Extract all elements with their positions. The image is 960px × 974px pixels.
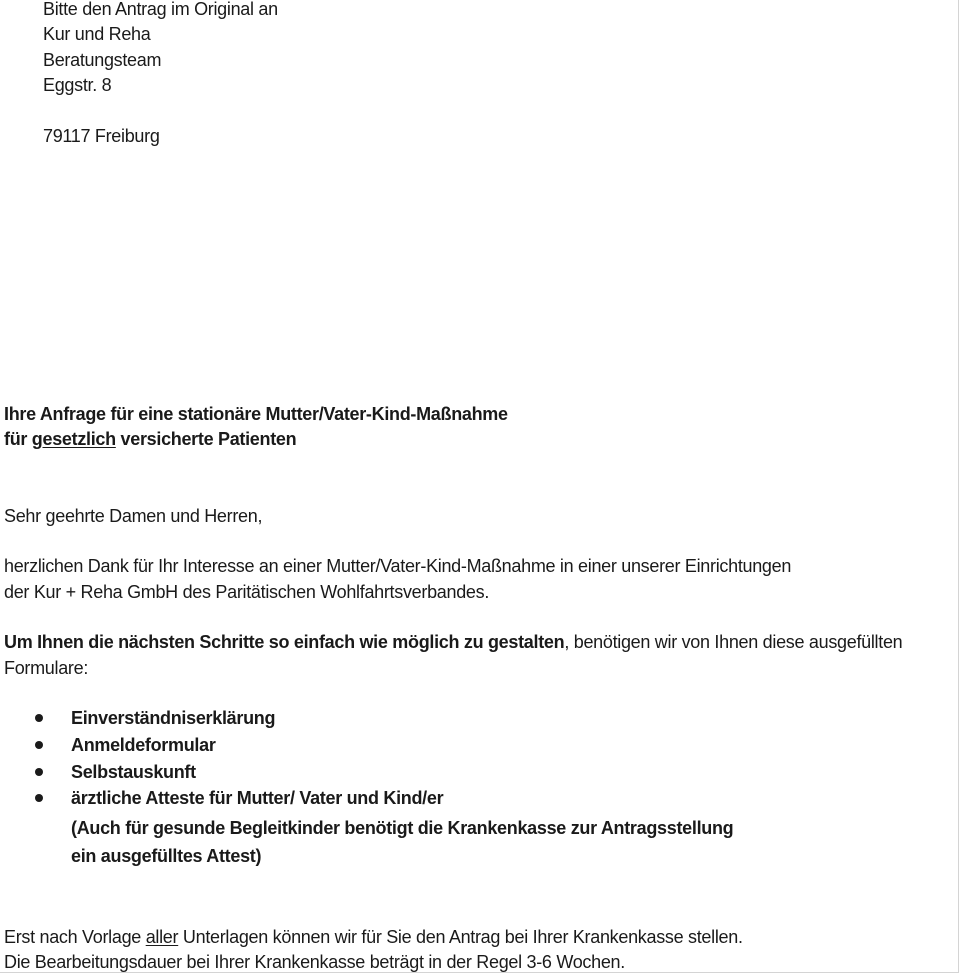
subject-line-1: Ihre Anfrage für eine stationäre Mutter/Vater-Kind-Maßnahme (4, 404, 508, 424)
closing-prefix: Erst nach Vorlage (4, 927, 146, 947)
address-line-recipient: Kur und Reha (43, 24, 151, 44)
intro-line-1: herzlichen Dank für Ihr Interesse an einer Mutter/Vater-Kind-Maßnahme in einer unserer Einrichtungen (4, 556, 792, 576)
address-line-instruction: Bitte den Antrag im Original an (43, 0, 278, 19)
list-item: ärztliche Atteste für Mutter/ Vater und Kind/er (71, 788, 444, 808)
request-line-2: Formulare: (4, 658, 89, 678)
request-bold-text: Um Ihnen die nächsten Schritte so einfach wie möglich zu gestalten (4, 632, 565, 652)
note-line-2: ein ausgefülltes Attest) (71, 846, 262, 866)
request-regular-text: , benötigen wir von Ihnen diese ausgefüllten (564, 632, 903, 652)
list-item: Anmeldeformular (71, 735, 216, 755)
closing-suffix: Unterlagen können wir für Sie den Antrag bei Ihrer Krankenkasse stellen. (178, 927, 743, 947)
list-item: Einverständniserklärung (71, 708, 276, 728)
subject-suffix: versicherte Patienten (115, 429, 297, 449)
bullet-icon (35, 714, 43, 722)
address-line-street: Eggstr. 8 (43, 75, 112, 95)
list-item: Selbstauskunft (71, 762, 196, 782)
closing-underlined-word: aller (145, 927, 179, 947)
address-line-team: Beratungsteam (43, 50, 162, 70)
note-line-1: (Auch für gesunde Begleitkinder benötigt die Krankenkasse zur Antragsstellung (71, 818, 734, 838)
bullet-icon (35, 741, 43, 749)
closing-line-2: Die Bearbeitungsdauer bei Ihrer Krankenkasse beträgt in der Regel 3-6 Wochen. (4, 952, 625, 972)
request-line-1 (4, 630, 902, 654)
address-line-city: 79117 Freiburg (43, 126, 160, 146)
closing-line-1 (4, 925, 743, 949)
bullet-icon (35, 768, 43, 776)
subject-underlined-word: gesetzlich (31, 429, 116, 449)
salutation: Sehr geehrte Damen und Herren, (4, 506, 263, 526)
bullet-icon (35, 794, 43, 802)
subject-line-2 (4, 427, 296, 451)
intro-line-2: der Kur + Reha GmbH des Paritätischen Wohlfahrtsverbandes. (4, 582, 490, 602)
subject-prefix: für (4, 429, 32, 449)
